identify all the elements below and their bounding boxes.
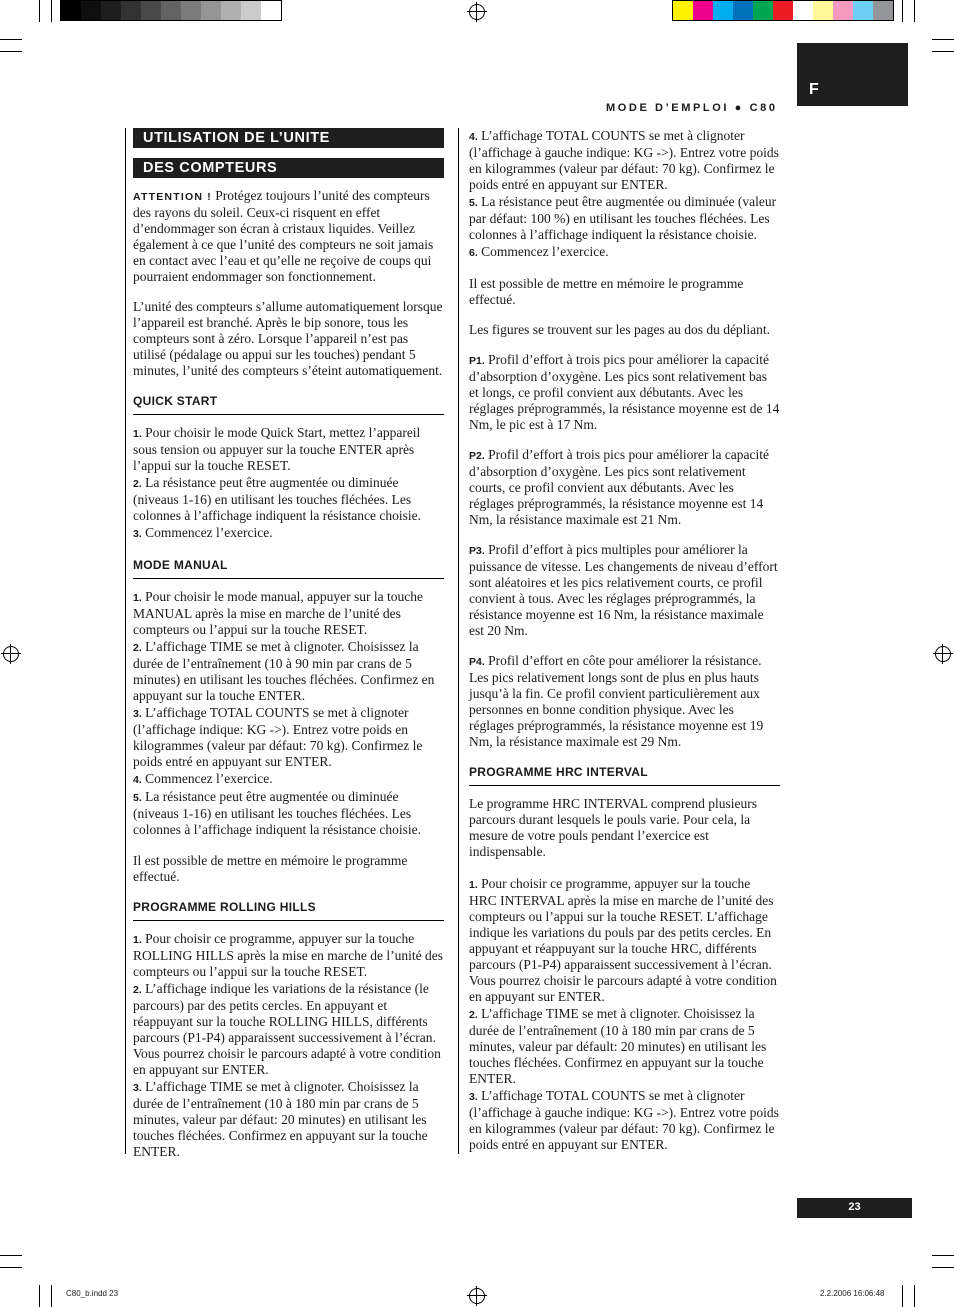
step [133,639,444,704]
gray-color-bar [60,0,282,21]
language-tab-letter: F [809,81,819,98]
color-swatch [673,1,693,20]
color-swatch [221,1,241,20]
heading-rolling-hills: PROGRAMME ROLLING HILLS [133,899,444,921]
color-swatch [81,1,101,20]
attention-paragraph [133,188,444,285]
hrc-intro: Le programme HRC INTERVAL comprend plusieurs parcours durant lesquels le pouls varie. Pour cela, la mesure de votre pouls pendant l’exercice est indispensable. [469,796,757,859]
step-text: L’affichage TIME se met à clignoter. Choisissez la durée de l’entraînement (10 à 180 min par crans de 5 minutes, valeur par défault: 20 minutes) en utilisant les touches fléchées. Confirmez en appuyant sur la touche ENTER. [469,1006,767,1086]
step [133,789,444,838]
slug-file: C80_b.indd 23 [66,1289,119,1298]
step [133,771,444,788]
step-number: 3. [469,1091,478,1103]
step-number: 2. [133,984,142,996]
process-color-bar [672,0,894,21]
step [469,876,780,1005]
color-swatch [141,1,161,20]
step [133,589,444,638]
step-text: Commencez l’exercice. [477,244,609,259]
section-title-2: DES COMPTEURS [133,158,444,178]
registration-mark-left [3,646,19,662]
step-number: 1. [133,428,142,440]
mode-manual-note: Il est possible de mettre en mémoire le programme effectué. [133,853,408,884]
language-tab [797,43,908,106]
step-number: 4. [133,774,142,786]
step-number: 5. [469,197,478,209]
registration-mark-right [935,646,951,662]
step-text: L’affichage TOTAL COUNTS se met à clignoter (l’affichage indique: KG ->). Entrez votre poids en kilogrammes (valeur par défaut: 70 kg). Confirmez le poids entré en appuyant sur ENTER. [133,705,423,769]
step [133,981,444,1078]
registration-mark-top [469,4,485,20]
slug-date: 2.2.2006 16:06:48 [820,1289,885,1298]
step-text: Commencez l’exercice. [141,771,273,786]
profile-paragraph-text: Profil d’effort à trois pics pour améliorer la capacité d’absorption d’oxygène. Les pics sont relativement courts, ce profil convient aux débutants. Avec les réglages préprogrammés, la résistance moyenne est 14 Nm, la résistance maximale est 21 Nm. [469,447,770,527]
mode-manual-steps [133,589,444,838]
step-text: La résistance peut être augmentée ou diminuée (valeur par défaut: 100 %) en utilisant les touches fléchées. Les colonnes à l’affichage indiquent la résistance choisie. [469,194,777,242]
intro-paragraph: L’unité des compteurs s’allume automatiquement lorsque l’appareil est branché. Après le bip sonore, tous les compteurs sont à zéro. Lorsque l’appareil n’est pas utilisé (pédalage ou appui sur les touches) pendant 5 minutes, l’unité des compteurs s’éteint automatiquement. [133,299,443,378]
step-text: Pour choisir ce programme, appuyer sur la touche HRC INTERVAL après la mise en marche de l’unité des compteurs ou l’appui sur la touche RESET. L’affichage indique les variations du pouls par des petits cercles. En appuyant et réappuyant sur la touche HRC, différents parcours (P1-P4) apparaissent successivement à l’écran. Vous pourrez choisir le parcours adapté à votre condition en appuyant sur ENTER. [469,876,777,1004]
column-rule-left [125,128,126,1154]
section-title-1: UTILISATION DE L’UNITE [133,128,444,148]
step-number: 3. [133,1082,142,1094]
attention-text: Protégez toujours l’unité des compteurs des rayons du soleil. Ceux-ci risquent en effet d’endommager son écran à cristaux liquides. Veillez également à ce que l’unité des compteurs ne soit jamais en contact avec l’eau et qu’elle ne reçoive de coups qui pourraient endommager son fonctionnement. [133,188,434,284]
step-number: 6. [469,247,478,259]
step [133,525,444,542]
color-swatch [161,1,181,20]
quick-start-steps [133,425,444,542]
profile-paragraph-number: P3. [469,545,485,557]
step-number: 4. [469,131,478,143]
color-swatch [61,1,81,20]
color-swatch [181,1,201,20]
step [469,244,780,261]
column-rule-middle [458,128,459,1154]
step-text: La résistance peut être augmentée ou diminuée (niveaus 1-16) en utilisant les touches fléchées. Les colonnes à l’affichage indiquent la résistance choisie. [133,475,422,523]
color-swatch [853,1,873,20]
color-swatch [753,1,773,20]
color-swatch [241,1,261,20]
step-text: Pour choisir le mode manual, appuyer sur la touche MANUAL après la mise en marche de l’unité des compteurs ou l’appui sur la touche RESET. [133,589,423,637]
color-swatch [773,1,793,20]
profile-paragraph [469,542,780,639]
step-text: L’affichage TIME se met à clignoter. Choisissez la durée de l’entraînement (10 à 90 min par crans de 5 minutes) en utilisant les touches fléchées. Confirmez en appuyant sur la touche ENTER. [133,639,435,703]
page-number: 23 [797,1198,912,1218]
color-swatch [201,1,221,20]
profile-paragraph [469,447,780,528]
step-number: 2. [469,1009,478,1021]
profile-paragraph-text: Profil d’effort à pics multiples pour améliorer la puissance de vitesse. Les changements de niveau d’effort sont aléatoires et les pics relativement courts, ce profil convient à tous. Avec les réglages préprogrammés, la résistance moyenne est 16 Nm, la résistance maximale est 20 Nm. [469,542,778,638]
profile-paragraph-text: Profil d’effort à trois pics pour améliorer la capacité d’absorption d’oxygène. Les pics sont relativement bas et longs, ce profil convient aux débutants. Avec les réglages préprogrammés, la résistance moyenne est de 14 Nm, le pic est à 17 Nm. [469,352,780,432]
step-text: L’affichage TOTAL COUNTS se met à clignoter (l’affichage à gauche indique: KG ->). Entrez votre poids en kilogrammes (valeur par défaut: 70 kg). Confirmez le poids entré en appuyant sur ENTER. [469,1088,779,1152]
step-number: 3. [133,708,142,720]
step [133,1079,444,1160]
registration-mark-bottom [469,1288,485,1304]
color-swatch [733,1,753,20]
attention-lead: ATTENTION ! [133,191,212,203]
heading-quick-start: QUICK START [133,393,444,415]
color-swatch [873,1,893,20]
hrc-steps [469,876,780,1153]
column-left [133,128,444,1161]
color-swatch [813,1,833,20]
heading-mode-manual: MODE MANUAL [133,557,444,579]
step-text: La résistance peut être augmentée ou diminuée (niveaus 1-16) en utilisant les touches fléchées. Les colonnes à l’affichage indiquent la résistance choisie. [133,789,422,837]
step-number: 1. [133,592,142,604]
step-text: L’affichage TOTAL COUNTS se met à clignoter (l’affichage à gauche indique: KG ->). Entrez votre poids en kilogrammes (valeur par défaut: 70 kg). Confirmez le poids entré en appuyant sur ENTER. [469,128,779,192]
color-swatch [261,1,281,20]
step-number: 5. [133,792,142,804]
step [133,475,444,524]
profile-paragraph-number: P4. [469,656,485,668]
profile-paragraph-number: P1. [469,355,485,367]
color-swatch [101,1,121,20]
color-swatch [713,1,733,20]
column-right [469,128,780,1154]
color-swatch [793,1,813,20]
step [133,931,444,980]
color-swatch [693,1,713,20]
step-number: 1. [133,934,142,946]
color-swatch [833,1,853,20]
profile-paragraph-text: Profil d’effort en côte pour améliorer la résistance. Les pics relativement longs sont de plus en plus hauts jusqu’à la fin. Ce profil convient particulièrement aux personnes en bonne condition physique. Avec les réglages préprogrammés, la résistance moyenne est 19 Nm, la résistance maximale est 29 Nm. [469,653,764,749]
memory-note: Il est possible de mettre en mémoire le programme effectué. [469,276,744,307]
step-text: L’affichage indique les variations de la résistance (le parcours) par des petits cercles. En appuyant et réappuyant sur la touche ROLLING HILLS, différents parcours (P1-P4) apparaissent successivement à l’écran. Vous pourrez choisir le parcours adapté à votre condition en appuyant sur ENTER. [133,981,441,1077]
running-title: MODE D’EMPLOI ● C80 [606,102,778,114]
step [469,128,780,193]
heading-hrc-interval: PROGRAMME HRC INTERVAL [469,764,780,786]
step-number: 1. [469,879,478,891]
profile-paragraph [469,352,780,433]
step-number: 2. [133,478,142,490]
continued-steps [469,128,780,261]
rolling-hills-steps [133,931,444,1160]
profile-list [469,352,780,750]
step-text: Pour choisir le mode Quick Start, mettez l’appareil sous tension ou appuyer sur la touche ENTER après l’appui sur la touche RESET. [133,425,421,473]
step [469,194,780,243]
color-swatch [121,1,141,20]
step-text: Pour choisir ce programme, appuyer sur la touche ROLLING HILLS après la mise en marche de l’unité des compteurs ou l’appui sur la touche RESET. [133,931,444,979]
step-number: 3. [133,528,142,540]
profile-paragraph [469,653,780,750]
figures-note: Les figures se trouvent sur les pages au dos du dépliant. [469,322,771,337]
step [469,1088,780,1153]
step [469,1006,780,1087]
step [133,425,444,474]
step-text: Commencez l’exercice. [141,525,273,540]
step-number: 2. [133,642,142,654]
profile-paragraph-number: P2. [469,450,485,462]
step-text: L’affichage TIME se met à clignoter. Choisissez la durée de l’entraînement (10 à 180 min par crans de 5 minutes, valeur par défaut: 20 minutes) en utilisant les touches fléchées. Confirmez en appuyant sur la touche ENTER. [133,1079,428,1159]
step [133,705,444,770]
